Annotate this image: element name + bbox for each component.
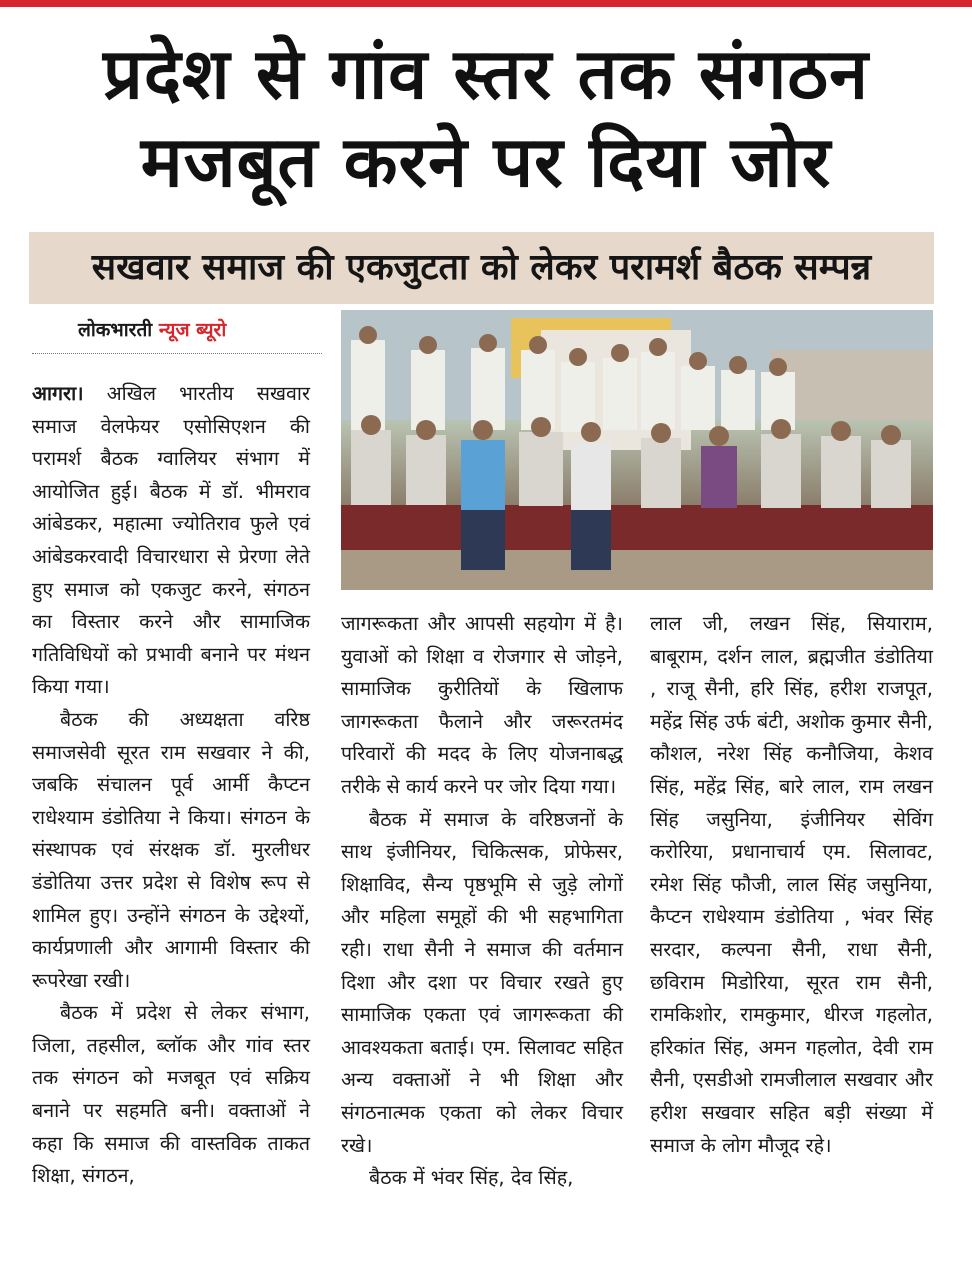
article-column-3	[650, 608, 933, 1162]
article-paragraph	[32, 378, 310, 704]
subheadline: सखवार समाज की एकजुटता को लेकर परामर्श बैठक सम्पन्न	[91, 247, 872, 288]
byline-name: लोकभारती	[78, 319, 153, 341]
article-paragraph: बैठक में भंवर सिंह, देव सिंह,	[369, 1166, 574, 1190]
news-photo	[341, 310, 933, 590]
article-paragraph: लाल जी, लखन सिंह, सियाराम, बाबूराम, दर्शन लाल, ब्रह्मजीत डंडोतिया , राजू सैनी, हरि सिंह, हरीश राजपूत, महेंद्र सिंह उर्फ बंटी, अशोक कुमार सैनी, कौशल, नरेश सिंह कनौजिया, केशव सिंह, महेंद्र सिंह, बारे लाल, राम लखन सिंह जसुनिया, इंजीनियर सेविंग करोरिया, प्रधानाचार्य एम. सिलावट, रमेश सिंह फौजी, लाल सिंह जसुनिया, कैप्टन राधेश्याम डंडोतिया , भंवर सिंह सरदार, कल्पना सैनी, राधा सैनी, छविराम मिडोरिया, सूरत राम सैनी, रामकिशोर, रामकुमार, धीरज गहलोत, हरिकांत सिंह, अमन गहलोत, देवी राम सैनी, एसडीओ रामजीलाल सखवार और हरीश सखवार सहित बड़ी संख्या में समाज के लोग मौजूद रहे।	[650, 612, 933, 1157]
paragraph-text: अखिल भारतीय सखवार समाज वेलफेयर एसोसिएशन की परामर्श बैठक ग्वालियर संभाग में आयोजित हुई। बैठक में डॉ. भीमराव आंबेडकर, महात्मा ज्योतिराव फुले एवं आंबेडकरवादी विचारधारा से प्रेरणा लेते हुए समाज को एकजुट करने, संगठन का विस्तार करने और सामाजिक गतिविधियों को प्रभावी बनाने पर मंथन किया गया।	[32, 382, 310, 699]
article-column-1	[32, 378, 310, 1193]
headline	[20, 30, 952, 206]
byline	[78, 316, 226, 342]
byline-divider	[32, 353, 322, 354]
headline-line-2: मजबूत करने पर दिया जोर	[140, 121, 832, 203]
article-paragraph: जागरूकता और आपसी सहयोग में है। युवाओं को शिक्षा व रोजगार से जोड़ने, सामाजिक कुरीतियों के खिलाफ जागरूकता फैलाने और जरूरतमंद परिवारों की मदद के लिए योजनाबद्ध तरीके से कार्य करने पर जोर दिया गया।	[341, 612, 623, 798]
group-photo-illustration	[341, 310, 933, 590]
headline-line-1: प्रदेश से गांव स्तर तक संगठन	[103, 33, 869, 115]
article-paragraph: बैठक की अध्यक्षता वरिष्ठ समाजसेवी सूरत राम सखवार ने की, जबकि संचालन पूर्व आर्मी कैप्टन राधेश्याम डंडोतिया ने किया। संगठन के संस्थापक एवं संरक्षक डॉ. मुरलीधर डंडोतिया उत्तर प्रदेश से विशेष रूप से शामिल हुए। उन्होंने संगठन के उद्देश्यों, कार्यप्रणाली और आगामी विस्तार की रूपरेखा रखी।	[32, 707, 310, 992]
byline-desk: न्यूज ब्यूरो	[158, 319, 227, 341]
article-paragraph: बैठक में प्रदेश से लेकर संभाग, जिला, तहसील, ब्लॉक और गांव स्तर तक संगठन को मजबूत एवं सक्रिय बनाने पर सहमति बनी। वक्ताओं ने कहा कि समाज की वास्तविक ताकत शिक्षा, संगठन,	[32, 1001, 310, 1188]
article-column-2	[341, 608, 623, 1195]
top-accent-bar	[0, 0, 972, 7]
dateline: आगरा।	[32, 382, 84, 405]
article-paragraph: बैठक में समाज के वरिष्ठजनों के साथ इंजीनियर, चिकित्सक, प्रोफेसर, शिक्षाविद, सैन्य पृष्ठभूमि से जुड़े लोगों और महिला समूहों की भी सहभागिता रही। राधा सैनी ने समाज की वर्तमान दिशा और दशा पर विचार रखते हुए सामाजिक एकता एवं जागरूकता की आवश्यकता बताई। एम. सिलावट सहित अन्य वक्ताओं ने भी शिक्षा और संगठनात्मक एकता को लेकर विचार रखे।	[341, 807, 623, 1157]
